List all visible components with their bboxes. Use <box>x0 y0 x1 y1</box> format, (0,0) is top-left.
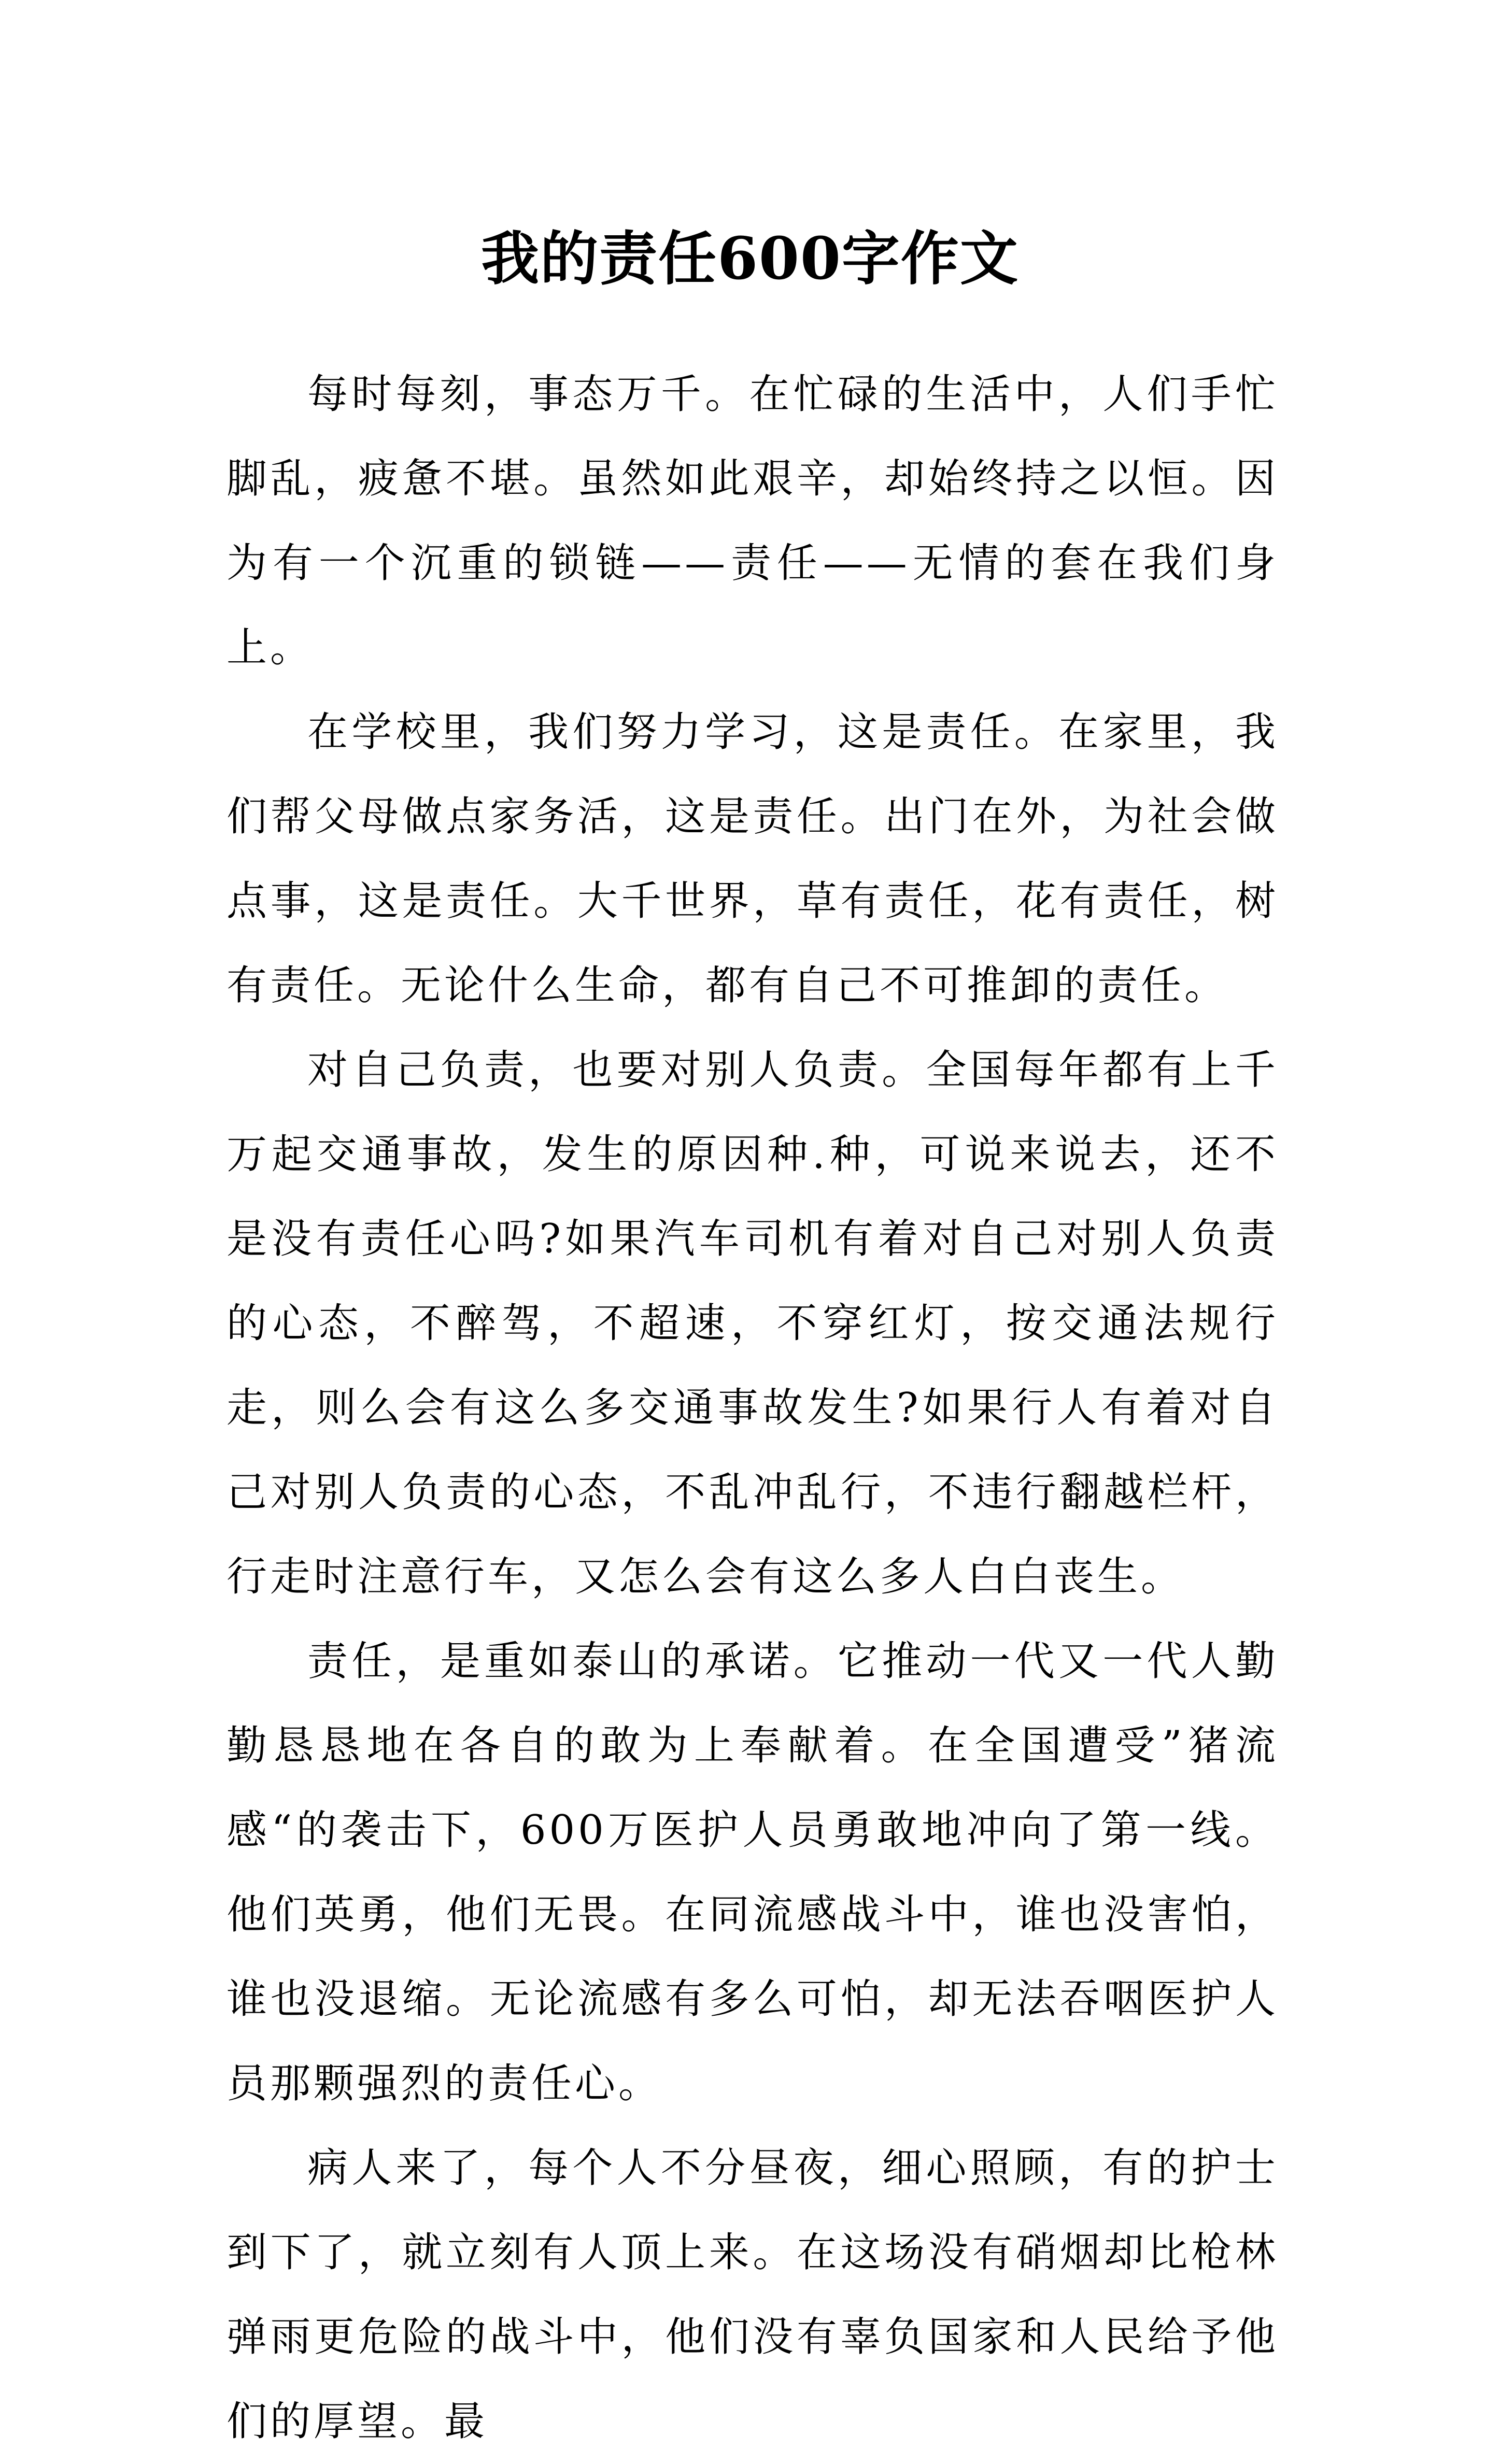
paragraph: 对自己负责，也要对别人负责。全国每年都有上千万起交通事故，发生的原因种.种，可说来说去，还不是没有责任心吗?如果汽车司机有着对自己对别人负责的心态，不醉驾，不超速，不穿红灯，按交通法规行走，则么会有这么多交通事故发生?如果行人有着对自己对别人负责的心态，不乱冲乱行，不违行翻越栏杆，行走时注意行车，又怎么会有这么多人白白丧生。 <box>227 1047 1279 1600</box>
paragraph: 每时每刻，事态万千。在忙碌的生活中，人们手忙脚乱，疲惫不堪。虽然如此艰辛，却始终持之以恒。因为有一个沉重的锁链——责任——无情的套在我们身上。 <box>227 371 1279 671</box>
paragraph: 病人来了，每个人不分昼夜，细心照顾，有的护士到下了，就立刻有人顶上来。在这场没有硝烟却比枪林弹雨更危险的战斗中，他们没有辜负国家和人民给予他们的厚望。最 <box>227 2145 1279 2445</box>
paragraph: 责任，是重如泰山的承诺。它推动一代又一代人勤勤恳恳地在各自的敢为上奉献着。在全国遭受”猪流感“的袭击下，600万医护人员勇敢地冲向了第一线。他们英勇，他们无畏。在同流感战斗中，谁也没害怕，谁也没退缩。无论流感有多么可怕，却无法吞咽医护人员那颗强烈的责任心。 <box>227 1638 1279 2107</box>
document-body <box>227 352 1279 2464</box>
document-title: 我的责任600字作文 <box>481 225 1019 293</box>
paragraph: 在学校里，我们努力学习，这是责任。在家里，我们帮父母做点家务活，这是责任。出门在外，为社会做点事，这是责任。大千世界，草有责任，花有责任，树有责任。无论什么生命，都有自己不可推卸的责任。 <box>227 709 1279 1009</box>
